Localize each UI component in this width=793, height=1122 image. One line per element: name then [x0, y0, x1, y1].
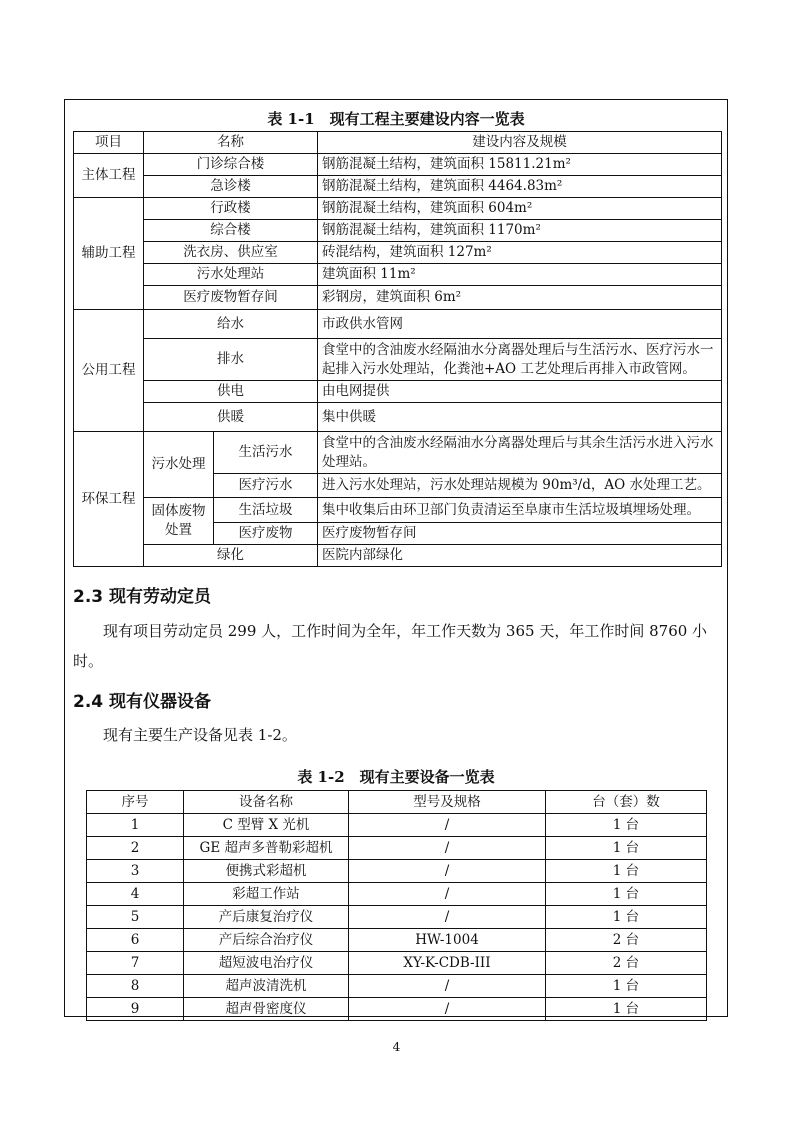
content-cell: 集中收集后由环卫部门负责清运至阜康市生活垃圾填埋场处理。 [318, 498, 722, 523]
index-cell: 7 [87, 952, 184, 975]
table-row [74, 498, 722, 523]
device-name-cell: 超声波清洗机 [184, 975, 349, 998]
name-cell: 急诊楼 [144, 176, 318, 198]
content-cell: 砖混结构，建筑面积 127m² [318, 242, 722, 264]
header-cell: 项目 [74, 132, 144, 154]
content-cell: 由电网提供 [318, 381, 722, 403]
table-row [74, 545, 722, 567]
name-cell: 医疗废物 [214, 523, 318, 545]
table-row [87, 998, 707, 1021]
model-cell: / [349, 906, 546, 929]
content-cell: 建筑面积 11m² [318, 264, 722, 286]
model-cell: / [349, 860, 546, 883]
content-cell: 市政供水管网 [318, 310, 722, 339]
name-cell: 生活污水 [214, 432, 318, 474]
index-cell: 8 [87, 975, 184, 998]
device-name-cell: C 型臂 X 光机 [184, 814, 349, 837]
content-cell: 集中供暖 [318, 403, 722, 432]
table2-header-row [87, 791, 707, 814]
table-row [74, 286, 722, 310]
content-cell: 彩钢房，建筑面积 6m² [318, 286, 722, 310]
device-name-cell: 便携式彩超机 [184, 860, 349, 883]
header-cell: 型号及规格 [349, 791, 546, 814]
model-cell: HW-1004 [349, 929, 546, 952]
index-cell: 4 [87, 883, 184, 906]
content-cell: 医疗废物暂存间 [318, 523, 722, 545]
table1-header-row [74, 132, 722, 154]
subgroup-cell: 固体废物处置 [144, 498, 214, 545]
section-2-3-text: 现有项目劳动定员 299 人，工作时间为全年，年工作天数为 365 天，年工作时间 8760 小时。 [73, 622, 708, 670]
table-row [74, 220, 722, 242]
name-cell: 供电 [144, 381, 318, 403]
content-cell: 钢筋混凝土结构，建筑面积 4464.83m² [318, 176, 722, 198]
table-row [74, 176, 722, 198]
name-cell: 污水处理站 [144, 264, 318, 286]
quantity-cell: 1 台 [546, 906, 707, 929]
header-cell: 名称 [144, 132, 318, 154]
device-name-cell: GE 超声多普勒彩超机 [184, 837, 349, 860]
group-cell: 辅助工程 [74, 198, 144, 310]
section-2-4-text: 现有主要生产设备见表 1-2。 [103, 726, 297, 744]
quantity-cell: 1 台 [546, 998, 707, 1021]
content-cell: 食堂中的含油废水经隔油水分离器处理后与其余生活污水进入污水处理站。 [318, 432, 722, 474]
table-row [74, 198, 722, 220]
table-row [74, 310, 722, 339]
name-cell: 绿化 [144, 545, 318, 567]
device-name-cell: 产后康复治疗仪 [184, 906, 349, 929]
name-cell: 排水 [144, 339, 318, 381]
table-row [74, 242, 722, 264]
quantity-cell: 1 台 [546, 837, 707, 860]
model-cell: / [349, 883, 546, 906]
name-cell: 供暖 [144, 403, 318, 432]
index-cell: 9 [87, 998, 184, 1021]
group-cell: 环保工程 [74, 432, 144, 567]
model-cell: / [349, 975, 546, 998]
table-row [74, 264, 722, 286]
device-name-cell: 彩超工作站 [184, 883, 349, 906]
table-row [87, 814, 707, 837]
header-cell: 建设内容及规模 [318, 132, 722, 154]
model-cell: / [349, 837, 546, 860]
index-cell: 6 [87, 929, 184, 952]
quantity-cell: 2 台 [546, 952, 707, 975]
quantity-cell: 2 台 [546, 929, 707, 952]
table2 [86, 790, 707, 1021]
content-cell: 钢筋混凝土结构，建筑面积 604m² [318, 198, 722, 220]
quantity-cell: 1 台 [546, 975, 707, 998]
device-name-cell: 产后综合治疗仪 [184, 929, 349, 952]
index-cell: 5 [87, 906, 184, 929]
model-cell: XY-K-CDB-III [349, 952, 546, 975]
table-row [87, 883, 707, 906]
table1 [73, 131, 722, 567]
name-cell: 门诊综合楼 [144, 154, 318, 176]
name-cell: 医疗废物暂存间 [144, 286, 318, 310]
section-2-4-heading: 2.4 现有仪器设备 [73, 692, 212, 712]
device-name-cell: 超声骨密度仪 [184, 998, 349, 1021]
name-cell: 给水 [144, 310, 318, 339]
model-cell: / [349, 814, 546, 837]
table-row [87, 975, 707, 998]
name-cell: 医疗污水 [214, 474, 318, 498]
name-cell: 生活垃圾 [214, 498, 318, 523]
page-frame [64, 99, 728, 1017]
index-cell: 2 [87, 837, 184, 860]
table-row [87, 837, 707, 860]
table-row [74, 339, 722, 381]
name-cell: 行政楼 [144, 198, 318, 220]
group-cell: 公用工程 [74, 310, 144, 432]
content-cell: 钢筋混凝土结构，建筑面积 1170m² [318, 220, 722, 242]
content-cell: 进入污水处理站，污水处理站规模为 90m³/d，AO 水处理工艺。 [318, 474, 722, 498]
model-cell: / [349, 998, 546, 1021]
quantity-cell: 1 台 [546, 883, 707, 906]
subgroup-cell: 污水处理 [144, 432, 214, 498]
table-row [74, 432, 722, 474]
table2-caption: 表 1-2 现有主要设备一览表 [297, 768, 495, 786]
index-cell: 3 [87, 860, 184, 883]
device-name-cell: 超短波电治疗仪 [184, 952, 349, 975]
header-cell: 设备名称 [184, 791, 349, 814]
quantity-cell: 1 台 [546, 860, 707, 883]
group-cell: 主体工程 [74, 154, 144, 198]
table-row [87, 952, 707, 975]
table-row [87, 860, 707, 883]
table-row [74, 403, 722, 432]
index-cell: 1 [87, 814, 184, 837]
name-cell: 综合楼 [144, 220, 318, 242]
table-row [74, 154, 722, 176]
page-number: 4 [392, 1040, 401, 1054]
header-cell: 台（套）数 [546, 791, 707, 814]
table-row [74, 381, 722, 403]
quantity-cell: 1 台 [546, 814, 707, 837]
content-cell: 钢筋混凝土结构，建筑面积 15811.21m² [318, 154, 722, 176]
header-cell: 序号 [87, 791, 184, 814]
section-2-3-heading: 2.3 现有劳动定员 [73, 587, 212, 607]
content-cell: 食堂中的含油废水经隔油水分离器处理后与生活污水、医疗污水一起排入污水处理站，化粪池+AO 工艺处理后再排入市政管网。 [318, 339, 722, 381]
name-cell: 洗衣房、供应室 [144, 242, 318, 264]
content-cell: 医院内部绿化 [318, 545, 722, 567]
table-row [87, 906, 707, 929]
table1-caption: 表 1-1 现有工程主要建设内容一览表 [267, 110, 525, 128]
table-row [87, 929, 707, 952]
